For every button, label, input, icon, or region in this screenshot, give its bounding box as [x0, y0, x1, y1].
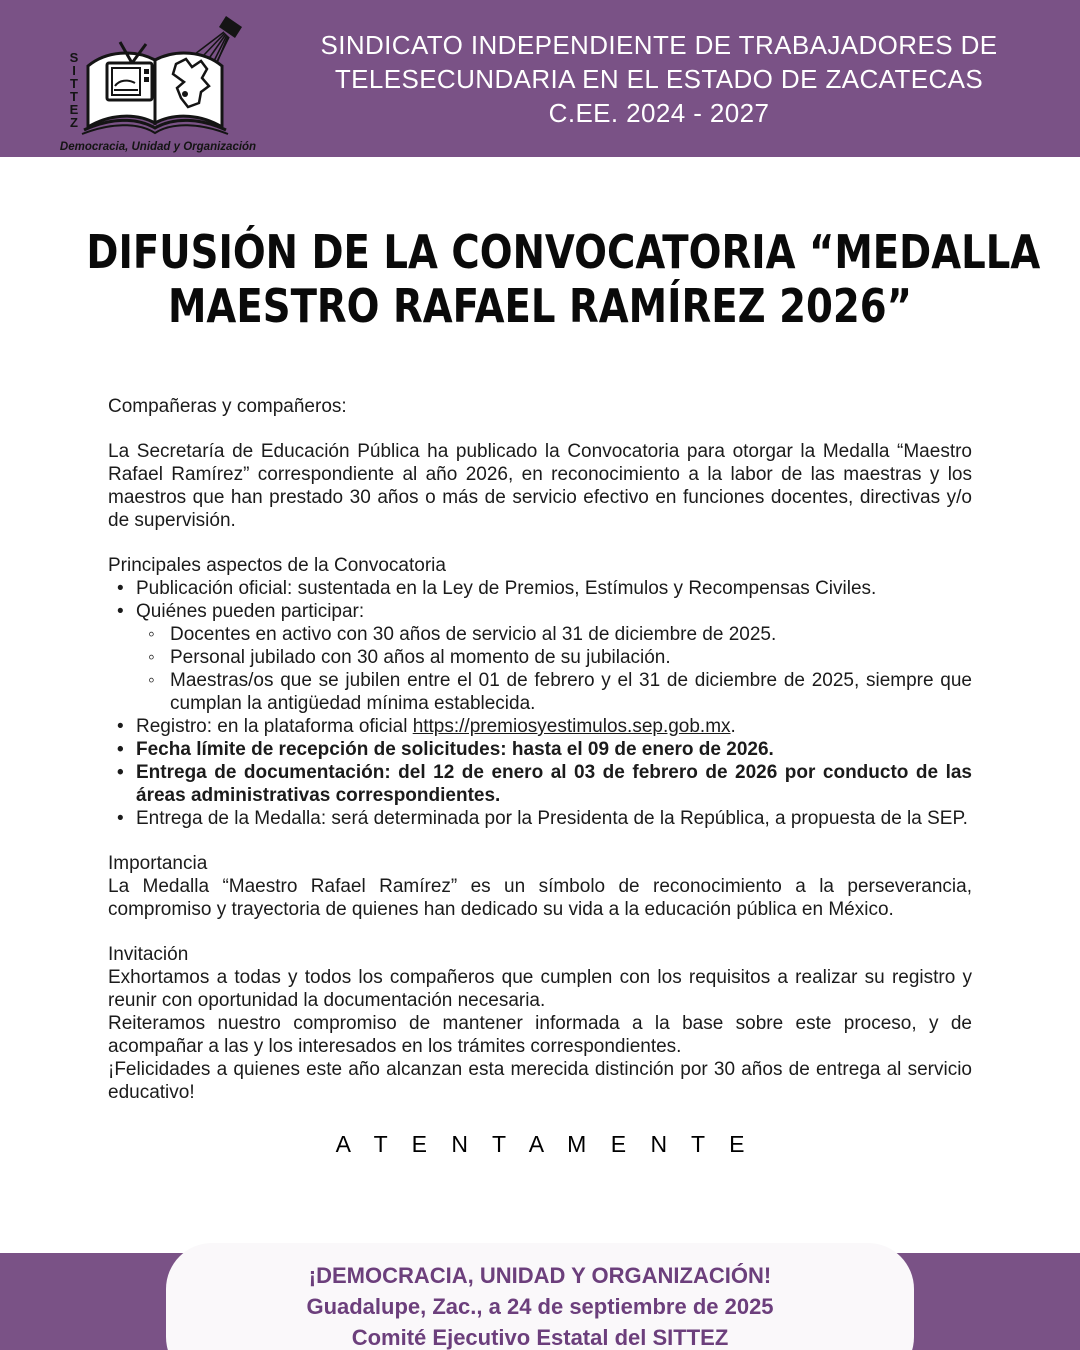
registro-suffix: .	[730, 716, 736, 737]
sub-bullet-icon: ◦	[148, 647, 155, 668]
aspects-heading: Principales aspectos de la Convocatoria	[108, 555, 446, 576]
sittez-logo	[58, 6, 268, 156]
logo-acronym	[70, 50, 79, 130]
sub-list-item-text: Personal jubilado con 30 años al momento de su jubilación.	[170, 647, 671, 668]
list-item-publicacion	[108, 577, 972, 600]
list-item-participar	[108, 600, 972, 623]
svg-text:I: I	[72, 62, 76, 78]
list-item-entrega-doc	[108, 761, 972, 807]
bullet-icon: •	[117, 762, 124, 783]
invitacion-heading: Invitación	[108, 944, 189, 965]
book-icon	[82, 53, 228, 134]
invitacion-paragraph-1: Exhortamos a todas y todos los compañeros que cumplen con los requisitos a realizar su registro y reunir con oportunidad la documentación necesaria.	[108, 967, 972, 1011]
intro-paragraph: La Secretaría de Educación Pública ha publicado la Convocatoria para otorgar la Medalla “Maestro Rafael Ramírez” correspondiente al año 2026, en reconocimiento a la labor de las maestras y los maestros que han prestado 30 años o más de servicio efectivo en funciones docentes, directivas y/o de supervisión.	[108, 441, 972, 531]
list-item-text: Entrega de la Medalla: será determinada por la Presidenta de la República, a propuesta de la SEP.	[136, 808, 968, 829]
list-item-text: Fecha límite de recepción de solicitudes: hasta el 09 de enero de 2026.	[136, 739, 774, 760]
org-name	[268, 28, 1080, 130]
org-name-line3: C.EE. 2024 - 2027	[548, 97, 770, 128]
svg-text:T: T	[70, 75, 78, 91]
bullet-icon: •	[117, 578, 124, 599]
aspects-section	[108, 554, 972, 830]
importancia-section	[108, 852, 972, 921]
org-name-line1: SINDICATO INDEPENDIENTE DE TRABAJADORES DE	[320, 29, 998, 60]
list-item-text: Quiénes pueden participar:	[136, 601, 365, 622]
sub-bullet-icon: ◦	[148, 670, 155, 691]
list-item-text: Entrega de documentación: del 12 de enero al 03 de febrero de 2026 por conducto de las áreas administrativas correspondientes.	[136, 762, 972, 806]
logo-slogan: Democracia, Unidad y Organización	[59, 140, 257, 153]
list-item-fecha-limite	[108, 738, 972, 761]
svg-text:E: E	[69, 101, 79, 117]
page-title-line2: MAESTRO RAFAEL RAMÍREZ 2026”	[167, 279, 913, 333]
sub-list-item-text: Maestras/os que se jubilen entre el 01 de febrero y el 31 de diciembre de 2025, siempre que cumplan la antigüedad mínima establecida.	[170, 670, 972, 714]
invitacion-section	[108, 943, 972, 1104]
svg-text:T: T	[70, 88, 78, 104]
importancia-heading: Importancia	[108, 853, 208, 874]
footer-slogan: ¡DEMOCRACIA, UNIDAD Y ORGANIZACIÓN!	[308, 1263, 772, 1288]
bullet-icon: •	[117, 601, 124, 622]
page-title-line1: DIFUSIÓN DE LA CONVOCATORIA “MEDALLA	[86, 225, 1041, 279]
sub-list-item-docentes	[108, 623, 972, 646]
list-item-entrega-medalla	[108, 807, 972, 830]
sub-list-item-text: Docentes en activo con 30 años de servicio al 31 de diciembre de 2025.	[170, 624, 777, 645]
list-item-text	[136, 716, 736, 737]
registro-prefix: Registro: en la plataforma oficial	[136, 716, 413, 737]
closing-atentamente: A T E N T A M E N T E	[335, 1131, 754, 1157]
sittez-logo-graphic	[58, 6, 268, 156]
svg-text:Z: Z	[70, 114, 78, 130]
svg-text:S: S	[69, 49, 79, 65]
bullet-icon: •	[117, 716, 124, 737]
tv-icon	[107, 42, 152, 100]
footer-dateline: Guadalupe, Zac., a 24 de septiembre de 2025	[306, 1294, 774, 1319]
invitacion-paragraph-3: ¡Felicidades a quienes este año alcanzan esta merecida distinción por 30 años de entrega al servicio educativo!	[108, 1059, 972, 1103]
bullet-icon: •	[117, 739, 124, 760]
sub-bullet-icon: ◦	[148, 624, 155, 645]
list-item-registro	[108, 715, 972, 738]
importancia-paragraph: La Medalla “Maestro Rafael Ramírez” es un símbolo de reconocimiento a la perseverancia, compromiso y trayectoria de quienes han dedicado su vida a la educación pública en México.	[108, 876, 972, 920]
invitacion-paragraph-2: Reiteramos nuestro compromiso de mantener informada a la base sobre este proceso, y de acompañar a las y los interesados en los trámites correspondientes.	[108, 1013, 972, 1057]
list-item-text: Publicación oficial: sustentada en la Ley de Premios, Estímulos y Recompensas Civiles.	[136, 578, 877, 599]
document-body	[108, 395, 972, 1158]
footer-committee: Comité Ejecutivo Estatal del SITTEZ	[351, 1325, 729, 1350]
page-title	[0, 225, 1080, 333]
footer-card	[166, 1243, 914, 1350]
org-name-line2: TELESECUNDARIA EN EL ESTADO DE ZACATECAS	[334, 63, 984, 94]
sub-list-item-jubilado	[108, 646, 972, 669]
registration-url-link[interactable]: https://premiosyestimulos.sep.gob.mx	[412, 716, 731, 737]
header	[0, 0, 1080, 157]
salutation: Compañeras y compañeros:	[108, 396, 347, 417]
sub-list-item-jubilen	[108, 669, 972, 715]
bullet-icon: •	[117, 808, 124, 829]
